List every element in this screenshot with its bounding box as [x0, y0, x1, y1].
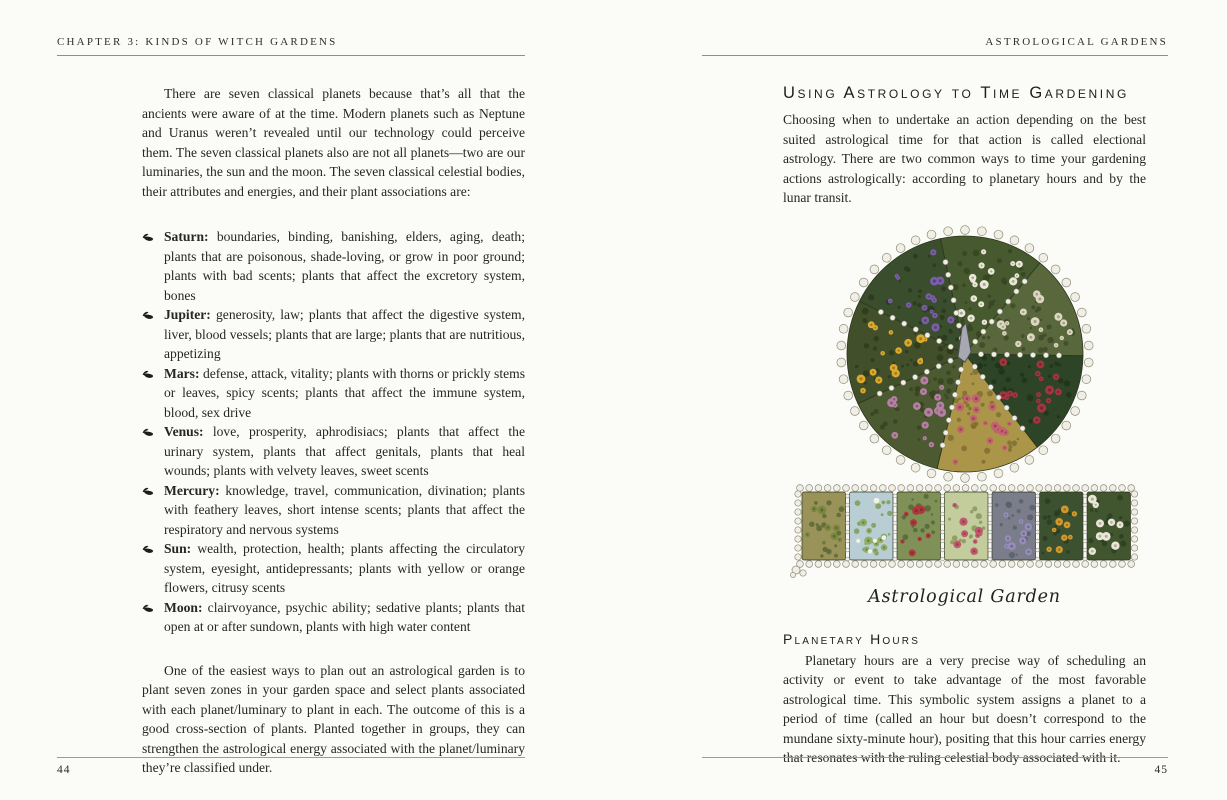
section-paragraph: Choosing when to undertake an action depending on the best suited astrological time for that action is called electional astrology. There are two common ways to time your gardening actions astrologically: according to planetary hours and by the lunar transit.: [783, 112, 1146, 205]
left-body-column: [142, 84, 525, 778]
left-page-number: 44: [57, 764, 71, 776]
illustration-caption: Astrological Garden: [868, 586, 1061, 607]
planet-description: defense, attack, vitality; plants with thorns or prickly stems or leaves, spicy scents; plants that affect the immune system, blood, sex drive: [164, 365, 525, 420]
left-running-head: CHAPTER 3: KINDS OF WITCH GARDENS: [57, 36, 525, 56]
planet-list-item: [142, 227, 525, 305]
section-heading: Using Astrology to Time Gardening: [783, 84, 1129, 102]
planet-description: generosity, law; plants that affect the digestive system, liver, blood vessels; plants that are large; plants that are nutritious, appetizing: [164, 307, 525, 361]
planet-description: knowledge, travel, communication, divination; plants with feathery leaves, short intense scents; plants that affect the respiratory and nervous systems: [164, 482, 525, 537]
subsection-heading: Planetary Hours: [783, 630, 921, 647]
planet-description: boundaries, binding, banishing, elders, aging, death; plants that are poisonous, shade-loving, or grow in poor ground; plants with bad scents; plants that affect the excretory system, bones: [164, 229, 525, 303]
planet-description: clairvoyance, psychic ability; sedative plants; plants that open at or after sundown, plants with high water content: [164, 599, 525, 634]
left-page: [57, 36, 525, 776]
planet-term: Mars:: [164, 365, 200, 381]
planet-term: Sun:: [164, 541, 192, 556]
leaf-bullet-icon: [142, 422, 164, 442]
leaf-bullet-icon: [142, 539, 164, 559]
garden-figure: [783, 224, 1146, 607]
planet-term: Venus:: [164, 424, 204, 439]
planet-term: Moon:: [164, 599, 203, 615]
left-page-footer: [57, 757, 525, 776]
leaf-bullet-icon: [142, 227, 164, 247]
right-page-number: 45: [1154, 764, 1168, 776]
planet-list-item: [142, 364, 525, 423]
intro-paragraph: There are seven classical planets because that’s all that the ancients were aware of at the time. Modern planets such as Neptune and Uranus weren’t revealed until our technology could perceive them. The seven classical planets also are not all planets—two are our luminaries, the sun and the moon. The seven classical celestial bodies, their attributes and energies, and their plant associations are:: [142, 86, 525, 199]
planet-list-item: [142, 598, 525, 637]
leaf-bullet-icon: [142, 598, 164, 618]
planet-term: Mercury:: [164, 482, 220, 498]
right-page-footer: [702, 757, 1168, 776]
closing-paragraph: One of the easiest ways to plan out an astrological garden is to plant seven zones in your garden space and select plants associated with each planet/luminary to plant in each. The outcome of this is a good cross-section of plants. Planted together in groups, they can strengthen the astrological energy associated with the planet/luminary they’re classified under.: [142, 662, 525, 775]
right-running-head: ASTROLOGICAL GARDENS: [702, 36, 1168, 56]
garden-illustration-svg: [790, 224, 1140, 580]
planet-term: Saturn:: [164, 229, 209, 244]
planet-description: wealth, protection, health; plants affecting the circulatory system, eyesight, antidepressants; plants with yellow or orange flowers, citrusy scents: [164, 541, 525, 595]
planet-list-item: [142, 305, 525, 364]
planet-list-item: [142, 481, 525, 540]
planet-term: Jupiter:: [164, 307, 211, 322]
right-body-column: [783, 84, 1146, 768]
leaf-bullet-icon: [142, 364, 164, 384]
leaf-bullet-icon: [142, 481, 164, 501]
leaf-bullet-icon: [142, 305, 164, 325]
subsection-paragraph: Planetary hours are a very precise way of scheduling an activity or event to take advantage of the most favorable astrological time. This symbolic system assigns a planet to a period of time (called an hour but doesn’t correspond to the mundane sixty-minute hour), positing that this hour carries energy that resonates with the ruling celestial body associated with it.: [783, 652, 1146, 765]
planet-list-item: [142, 539, 525, 598]
planet-list: [142, 227, 525, 637]
right-page: [702, 36, 1168, 776]
planet-list-item: [142, 422, 525, 481]
planet-description: love, prosperity, aphrodisiacs; plants that affect the urinary system, plants that affect genitals, plants that heal wounds; plants with velvety leaves, sweet scents: [164, 424, 525, 478]
